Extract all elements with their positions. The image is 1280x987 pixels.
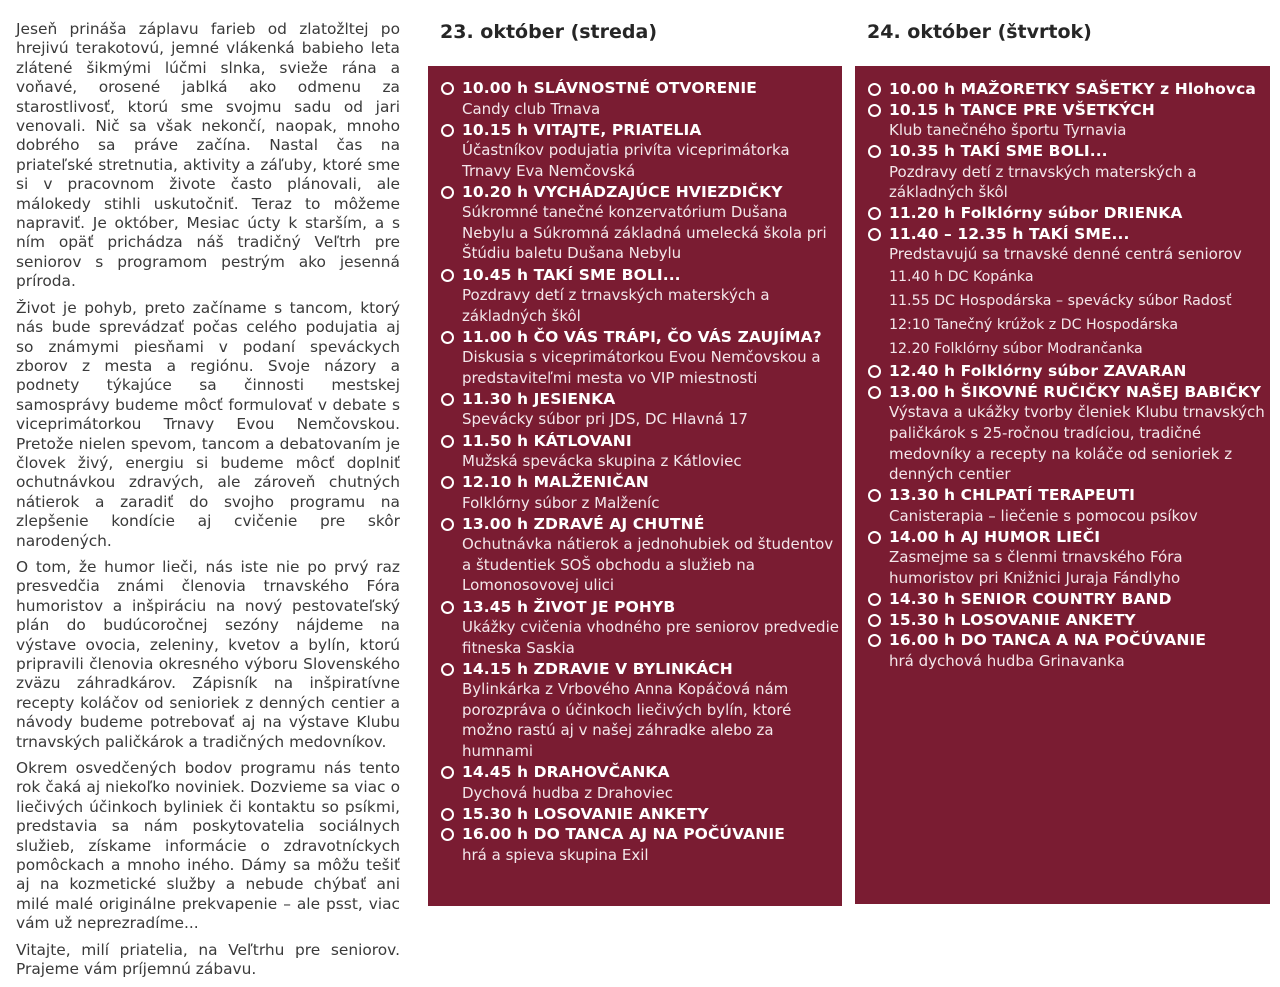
event-description: Dychová hudba z Drahoviec [462,783,673,802]
event-description: Účastníkov podujatia privíta viceprimátorka Trnavy Eva Nemčovská [462,141,790,180]
event-description: Canisterapia – liečenie s pomocou psíkov [889,506,1198,525]
event-sub-item: 11.40 h DC Kopánka [889,269,1034,286]
event-item [428,514,842,596]
event-item [428,472,842,513]
event-item [855,485,1270,526]
circle-bullet-icon [441,269,454,282]
circle-bullet-icon [441,663,454,676]
event-description: Výstava a ukážky tvorby členiek Klubu trnavských paličkárok s 25-ročnou tradíciou, tradičné medovníky a recepty na koláče od senioriek z denných centier [889,403,1265,484]
event-description: Zasmejme sa s členmi trnavského Fóra humoristov pri Knižnici Juraja Fándlyho [889,548,1183,587]
day-heading-wednesday: 23. október (streda) [440,21,658,43]
event-item [428,265,842,327]
circle-bullet-icon [868,489,881,502]
event-title: 16.00 h DO TANCA AJ NA POČÚVANIE [462,825,785,844]
event-item [428,327,842,389]
intro-paragraph-5: Vitajte, milí priatelia, na Veľtrhu pre seniorov. Prajeme vám príjemnú zábavu. [16,940,400,979]
circle-bullet-icon [441,476,454,489]
event-title: 14.45 h DRAHOVČANKA [462,763,670,782]
event-title: 11.00 h ČO VÁS TRÁPI, ČO VÁS ZAUJÍMA? [462,327,822,346]
event-item [855,203,1270,224]
event-item [428,762,842,803]
circle-bullet-icon [868,104,881,117]
event-item [855,224,1270,362]
event-description: Klub tanečného športu Tyrnavia [889,121,1127,139]
event-description: Spevácky súbor pri JDS, DC Hlavná 17 [462,410,748,429]
event-item [428,824,842,865]
circle-bullet-icon [441,828,454,841]
event-sub-item: 11.55 DC Hospodárska – spevácky súbor Radosť [889,293,1232,310]
event-title: 10.35 h TAKÍ SME BOLI... [889,142,1108,161]
day-heading-thursday: 24. október (štvrtok) [867,21,1092,43]
event-title: 15.30 h LOSOVANIE ANKETY [889,610,1136,629]
circle-bullet-icon [441,518,454,531]
event-item [428,804,842,825]
event-title: 10.00 h SLÁVNOSTNÉ OTVORENIE [462,79,757,97]
program-panel-thursday [855,66,1270,904]
event-title: 10.45 h TAKÍ SME BOLI... [462,265,681,284]
event-title: 10.15 h VITAJTE, PRIATELIA [462,120,702,139]
circle-bullet-icon [441,331,454,344]
circle-bullet-icon [441,82,454,95]
event-item [428,659,842,762]
circle-bullet-icon [868,228,881,241]
event-description: Folklórny súbor z Malženíc [462,493,660,512]
circle-bullet-icon [441,435,454,448]
event-description: Predstavujú sa trnavské denné centrá seniorov [889,245,1242,264]
event-item [428,120,842,182]
intro-paragraph-4: Okrem osvedčených bodov programu nás tento rok čaká aj niekoľko noviniek. Dozvieme sa viac o liečivých účinkoch byliniek či kontaktu so psíkmi, predstavia sa nám poskytovatelia sociálnych služieb, získame informácie o zdravotníckych pomôckach a mnoho iného. Dámy sa môžu tešiť aj na kozmetické služby a nebude chýbať ani milé malé originálne prekvapenie – ale psst, viac vám už neprezradíme... [16,759,400,933]
event-title: 16.00 h DO TANCA A NA POČÚVANIE [889,631,1207,650]
circle-bullet-icon [441,601,454,614]
circle-bullet-icon [868,531,881,544]
event-list-wednesday [428,66,842,865]
event-title: 10.00 h MAŽORETKY SAŠETKY z Hlohovca [889,80,1256,98]
intro-paragraph-1: Jeseň prináša záplavu farieb od zlatožltej po hrejivú terakotovú, jemné vlákenká babieho leta zlátené šikmými lúčmi slnka, svieže rána a voňavé, orosené jablká ako odmenu za starostlivosť, ktorú sme svojmu sadu od jari venovali. Nič sa však nekončí, naopak, mnoho dobrého sa práve začína. Nastal čas na priateľské stretnutia, aktivity a záľuby, ktoré sme si v pracovnom živote často plánovali, ale málokedy stihli uskutočniť. Teraz to môžeme napraviť. Je október, Mesiac úcty k starším, a s ním opäť prichádza náš tradičný Veľtrh pre seniorov s programom pestrým ako jesenná príroda. [16,20,400,291]
event-list-thursday [855,66,1270,671]
event-sub-item: 12.20 Folklórny súbor Modrančanka [889,341,1143,358]
event-description: hrá dychová hudba Grinavanka [889,651,1125,670]
event-description: Pozdravy detí z trnavských materských a základných škôl [889,162,1197,202]
event-item [855,589,1270,610]
event-title: 11.30 h JESIENKA [462,389,616,408]
event-item [855,100,1270,141]
event-item [855,382,1270,485]
event-sub-item: 12:10 Tanečný krúžok z DC Hospodárska [889,317,1179,334]
event-description: Mužská spevácka skupina z Kátloviec [462,452,742,471]
event-description: Diskusia s viceprimátorkou Evou Nemčovskou a predstaviteľmi mesta vo VIP miestnosti [462,348,821,387]
intro-text [16,20,400,987]
event-title: 10.20 h VYCHÁDZAJÚCE HVIEZDIČKY [462,182,783,201]
event-description: Ukážky cvičenia vhodného pre seniorov predvedie fitneska Saskia [462,618,839,657]
circle-bullet-icon [441,124,454,137]
event-description: hrá a spieva skupina Exil [462,845,649,864]
event-description: Ochutnávka nátierok a jednohubiek od študentov a študentiek SOŠ obchodu a služieb na Lomonosovovej ulici [462,535,834,595]
circle-bullet-icon [868,365,881,378]
event-title: 12.10 h MALŽENIČAN [462,473,649,492]
intro-paragraph-3: O tom, že humor lieči, nás iste nie po prvý raz presvedčia známi členovia trnavského Fóra humoristov a inšpiráciu na nový pestovateľský plán do budúcoročnej sezóny nájdeme na výstave ovocia, zeleniny, kvetov a bylín, ktorú pripravili členovia okresného výboru Slovenského zväzu záhradkárov. Zápisník na inšpiratívne recepty koláčov od senioriek z denných centier a návody budeme potrebovať aj na výstave Klubu trnavských paličkárok a tradičných medovníkov. [16,557,400,751]
circle-bullet-icon [441,766,454,779]
event-title: 15.30 h LOSOVANIE ANKETY [462,804,709,823]
event-item [855,79,1270,100]
circle-bullet-icon [868,634,881,647]
day-wednesday [428,18,842,864]
event-item [428,78,842,119]
event-item [428,389,842,430]
event-item [428,597,842,659]
event-title: 13.00 h ZDRAVÉ AJ CHUTNÉ [462,514,705,533]
event-title: 13.30 h CHLPATÍ TERAPEUTI [889,486,1136,505]
circle-bullet-icon [868,145,881,158]
event-item [428,182,842,264]
circle-bullet-icon [868,614,881,627]
event-description: Súkromné tanečné konzervatórium Dušana Nebylu a Súkromná základná umelecká škola pri Štúdiu baletu Dušana Nebylu [462,203,827,263]
event-title: 14.15 h ZDRAVIE V BYLINKÁCH [462,659,733,678]
circle-bullet-icon [868,83,881,96]
event-title: 11.40 – 12.35 h TAKÍ SME... [889,224,1130,243]
circle-bullet-icon [868,207,881,220]
program-panel-wednesday [428,66,842,906]
event-item [855,610,1270,631]
event-title: 10.15 h TANCE PRE VŠETKÝCH [889,100,1155,119]
event-item [855,630,1270,671]
day-thursday [855,18,1270,670]
event-title: 13.45 h ŽIVOT JE POHYB [462,597,676,616]
circle-bullet-icon [441,186,454,199]
event-item [855,361,1270,382]
circle-bullet-icon [868,386,881,399]
event-title: 14.00 h AJ HUMOR LIEČI [889,527,1101,546]
circle-bullet-icon [441,808,454,821]
event-title: 14.30 h SENIOR COUNTRY BAND [889,590,1172,609]
event-description: Bylinkárka z Vrbového Anna Kopáčová nám porozpráva o účinkoch liečivých bylín, ktoré možno rastú aj v našej záhradke alebo za humnami [462,680,792,760]
event-title: 11.50 h KÁTLOVANI [462,431,632,450]
event-description: Candy club Trnava [462,99,601,118]
event-item [855,527,1270,589]
intro-paragraph-2: Život je pohyb, preto začíname s tancom, ktorý nás bude sprevádzať počas celého podujatia aj so známymi piesňami v podaní speváckych zborov z mesta a regiónu. Svoje názory a podnety týkajúce sa činnosti mestskej samosprávy budeme môcť formulovať v debate s viceprimátorkou Trnavy Evou Nemčovskou. Pretože nielen spevom, tancom a debatovaním je človek živý, energiu si budeme môcť doplniť ochutnávkou zdravých, ale zároveň chutných nátierok a zaradiť do svojho programu na zlepšenie kondície aj cvičenie pre skôr narodených. [16,298,400,550]
event-item [428,431,842,472]
event-description: Pozdravy detí z trnavských materských a základných škôl [462,286,770,325]
event-title: 13.00 h ŠIKOVNÉ RUČIČKY NAŠEJ BABIČKY [889,382,1262,401]
circle-bullet-icon [441,393,454,406]
event-title: 12.40 h Folklórny súbor ZAVARAN [889,362,1187,381]
event-item [855,141,1270,203]
event-title: 11.20 h Folklórny súbor DRIENKA [889,204,1183,223]
circle-bullet-icon [868,593,881,606]
